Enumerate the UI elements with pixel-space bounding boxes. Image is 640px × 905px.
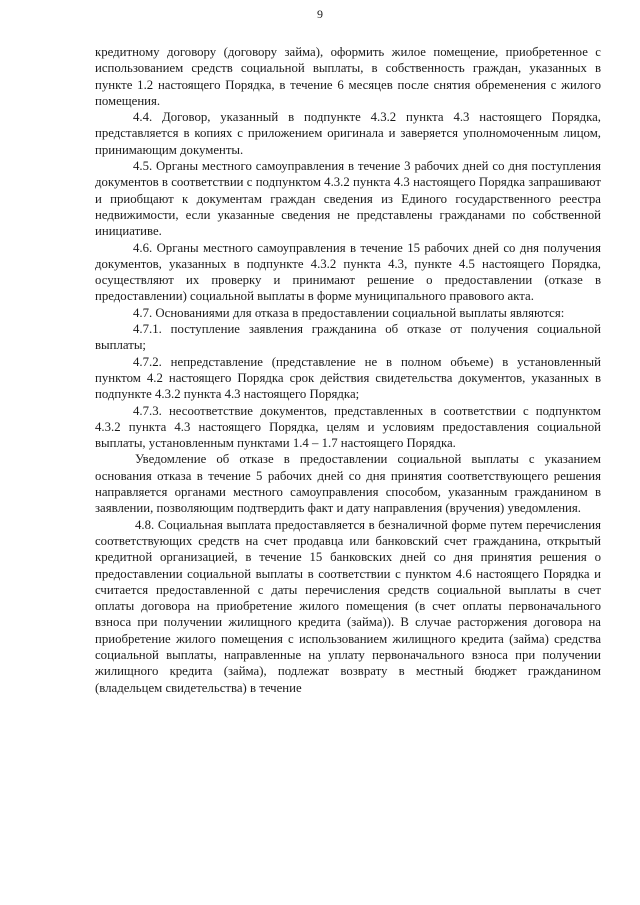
paragraph-refusal-notice: Уведомление об отказе в предоставлении социальной выплаты с указанием основания отказа в течение 5 рабочих дней со дня принятия соответствующего решения направляется органами местного самоуправления способом, указанным гражданином в заявлении, позволяющим подтвердить факт и дату направления (вручения) уведомления.	[95, 452, 601, 516]
paragraph-4-7-3: 4.7.3. несоответствие документов, представленных в соответствии с подпунктом 4.3.2 пункта 4.3 настоящего Порядка, целям и условиям предоставления социальной выплаты, установленным пунктами 1.4 – 1.7 настоящего Порядка.	[95, 403, 601, 451]
paragraph-4-6: 4.6. Органы местного самоуправления в течение 15 рабочих дней со дня получения документов, указанных в подпункте 4.3.2 пункта 4.3, пункте 4.5 настоящего Порядка, осуществляют их проверку и принимают решение о предоставлении (отказе в предоставлении) социальной выплаты в форме муниципального правового акта.	[95, 240, 601, 304]
paragraph-4-7: 4.7. Основаниями для отказа в предоставлении социальной выплаты являются:	[133, 305, 565, 320]
page-number: 9	[317, 7, 323, 21]
paragraph-4-5: 4.5. Органы местного самоуправления в течение 3 рабочих дней со дня поступления документов в соответствии с подпунктом 4.3.2 пункта 4.3 настоящего Порядка запрашивают и приобщают к документам граждан сведения из Единого государственного реестра недвижимости, если указанные сведения не представлены гражданами по собственной инициативе.	[95, 159, 601, 239]
paragraph-4-7-2: 4.7.2. непредставление (представление не в полном объеме) в установленный пунктом 4.2 настоящего Порядка срок действия свидетельства документов, указанных в подпункте 4.3.2 пункта 4.3 настоящего Порядка;	[95, 354, 601, 402]
document-body	[95, 44, 601, 696]
paragraph-4-4: 4.4. Договор, указанный в подпункте 4.3.2 пункта 4.3 настоящего Порядка, представляется в копиях с приложением оригинала и заверяется уполномоченным лицом, принимающим документы.	[95, 110, 601, 157]
paragraph-4-7-1: 4.7.1. поступление заявления гражданина об отказе от получения социальной выплаты;	[95, 322, 601, 353]
paragraph-4-8: 4.8. Социальная выплата предоставляется в безналичной форме путем перечисления соответствующих средств на счет продавца или банковский счет гражданина, открытый кредитной организацией, в течение 15 банковских дней со дня принятия решения о предоставлении социальной выплаты в соответствии с пунктом 4.6 настоящего Порядка и считается предоставленной с даты перечисления средств социальной выплаты в счет оплаты договора на приобретение жилого помещения (в счет оплаты первоначального взноса при получении жилищного кредита (займа)). В случае расторжения договора на приобретение жилого помещения с использованием жилищного кредита (займа) средства социальной выплаты, направленные на уплату первоначального взноса при получении жилищного кредита (займа), подлежат возврату в местный бюджет гражданином (владельцем свидетельства) в течение	[95, 517, 601, 695]
paragraph-continuation: кредитному договору (договору займа), оформить жилое помещение, приобретенное с использованием средств социальной выплаты, в собственность граждан, указанных в пункте 1.2 настоящего Порядка, в течение 6 месяцев после снятия обременения с жилого помещения.	[95, 45, 601, 108]
